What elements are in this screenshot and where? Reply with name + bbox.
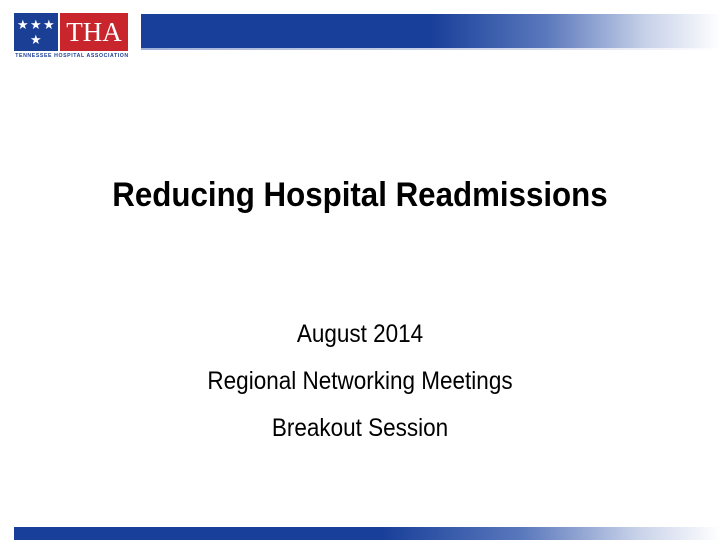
star-icon: ★ <box>30 17 42 32</box>
slide-subtitle <box>0 311 720 452</box>
logo-subtitle: TENNESSEE HOSPITAL ASSOCIATION <box>15 53 129 59</box>
footer-bar <box>14 527 720 540</box>
header-rule <box>141 48 720 50</box>
logo-mark: THA <box>60 13 128 51</box>
slide-title: Reducing Hospital Readmissions <box>112 176 608 214</box>
star-icon: ★ <box>30 32 42 47</box>
subtitle-line-event: Regional Networking Meetings <box>207 367 513 395</box>
logo-star-block <box>14 13 58 51</box>
star-icon: ★ <box>17 17 29 32</box>
subtitle-line-session: Breakout Session <box>271 414 449 442</box>
subtitle-line-date: August 2014 <box>296 320 424 348</box>
star-icon: ★ <box>43 17 55 32</box>
tha-logo <box>14 13 130 63</box>
header-bar <box>141 14 720 48</box>
